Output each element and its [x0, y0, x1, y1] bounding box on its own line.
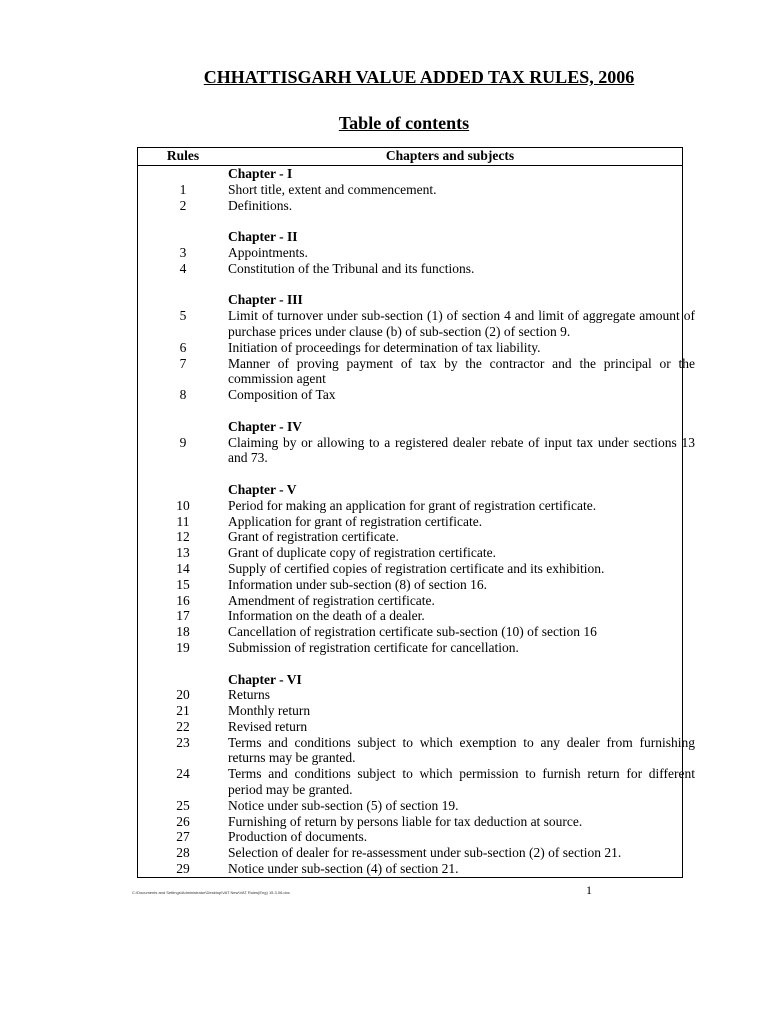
rule-subject: Grant of duplicate copy of registration certificate.	[228, 545, 497, 561]
rule-subject: Composition of Tax	[228, 387, 336, 403]
toc-rule-row	[138, 593, 682, 609]
rule-subject: Furnishing of return by persons liable for tax deduction at source.	[228, 813, 583, 829]
toc-heading: Table of contents	[338, 113, 470, 133]
rule-subject: Definitions.	[228, 197, 293, 213]
rule-number: 15	[176, 576, 190, 592]
toc-rule-row	[138, 845, 682, 861]
rule-number: 6	[179, 339, 187, 355]
page-number: 1	[586, 883, 592, 897]
rule-subject: Limit of turnover under sub-section (1) of section 4 and limit of aggregate amount of purchase prices under clause (b) of sub-section (2) of section 9.	[228, 308, 695, 339]
rule-number: 16	[176, 592, 190, 608]
toc-chapter-heading	[138, 229, 682, 245]
rule-subject: Information under sub-section (8) of section 16.	[228, 576, 488, 592]
toc-chapter-heading	[138, 166, 682, 182]
toc-rule-row	[138, 624, 682, 640]
chapter-title: Chapter - I	[228, 166, 293, 181]
rule-subject: Constitution of the Tribunal and its functions.	[228, 260, 475, 276]
rule-number: 12	[176, 529, 190, 545]
toc-rule-row	[138, 182, 682, 198]
rule-number: 26	[176, 813, 190, 829]
toc-rule-row	[138, 687, 682, 703]
rule-number: 19	[176, 639, 190, 655]
toc-table	[137, 147, 695, 878]
rule-number	[138, 292, 228, 308]
toc-rule-row	[138, 861, 682, 877]
toc-rule-row	[138, 640, 682, 656]
toc-rule-row	[138, 514, 682, 530]
toc-rule-row	[138, 198, 682, 214]
chapter-title: Chapter - II	[228, 229, 298, 245]
toc-header-row	[138, 148, 682, 166]
rule-subject: Information on the death of a dealer.	[228, 608, 425, 624]
toc-rule-row	[138, 766, 695, 798]
rule-subject: Amendment of registration certificate.	[228, 592, 435, 608]
rule-subject: Notice under sub-section (4) of section 21.	[228, 861, 459, 877]
rule-number: 2	[179, 197, 187, 213]
rule-subject: Cancellation of registration certificate sub-section (10) of section 16	[228, 624, 597, 640]
rule-subject: Selection of dealer for re-assessment under sub-section (2) of section 21.	[228, 845, 622, 861]
chapter-title: Chapter - IV	[228, 418, 302, 434]
rule-number	[138, 419, 228, 435]
rule-number	[138, 672, 228, 688]
footer-file-path: C:\Documents and Settings\Administrator\Desktop\VAT New\VAT Rules(Eng) 15.3.06.doc	[132, 890, 290, 895]
toc-rule-row	[138, 308, 695, 340]
toc-rule-row	[138, 529, 682, 545]
toc-rule-row	[138, 261, 682, 277]
rule-number: 3	[179, 244, 187, 260]
rule-subject: Initiation of proceedings for determination of tax liability.	[228, 339, 541, 355]
toc-chapter-heading	[138, 419, 682, 435]
rule-number: 5	[179, 308, 187, 324]
toc-chapter-heading	[138, 292, 682, 308]
toc-rule-row	[138, 434, 695, 467]
toc-rule-row	[138, 498, 682, 514]
toc-chapter-heading	[138, 482, 682, 498]
toc-chapter-heading	[138, 672, 682, 688]
rule-number: 14	[176, 560, 190, 576]
rule-number: 10	[176, 497, 190, 513]
rule-subject: Supply of certified copies of registration certificate and its exhibition.	[228, 560, 605, 576]
chapter-title: Chapter - VI	[228, 671, 302, 687]
toc-spacer	[138, 403, 682, 419]
rule-number: 7	[179, 355, 187, 371]
rule-number: 21	[176, 703, 190, 719]
rule-subject: Terms and conditions subject to which permission to furnish return for different period may be granted.	[228, 766, 695, 798]
rule-subject: Period for making an application for grant of registration certificate.	[228, 497, 597, 513]
toc-spacer	[138, 277, 682, 293]
toc-rule-row	[138, 355, 695, 388]
toc-rule-row	[138, 608, 682, 624]
toc-rule-row	[138, 340, 682, 356]
rule-number: 13	[176, 545, 190, 561]
toc-spacer	[138, 213, 682, 229]
rule-number	[138, 166, 228, 182]
document-title: CHHATTISGARH VALUE ADDED TAX RULES, 2006	[203, 67, 635, 87]
rule-subject: Notice under sub-section (5) of section 19.	[228, 797, 459, 813]
toc-rule-row	[138, 245, 682, 261]
toc-rule-row	[138, 798, 682, 814]
rule-number	[138, 229, 228, 245]
toc-rule-row	[138, 561, 682, 577]
rule-subject: Short title, extent and commencement.	[228, 181, 437, 197]
toc-rule-row	[138, 829, 682, 845]
chapter-title: Chapter - V	[228, 481, 297, 497]
rule-subject: Manner of proving payment of tax by the contractor and the principal or the commission agent	[228, 355, 695, 387]
subjects-column-header: Chapters and subjects	[385, 148, 515, 163]
rule-subject: Submission of registration certificate for cancellation.	[228, 639, 519, 655]
rule-number: 27	[176, 829, 190, 845]
rule-subject: Claiming by or allowing to a registered dealer rebate of input tax under sections 13 and 73.	[228, 434, 695, 466]
rule-number: 17	[176, 608, 190, 624]
rule-number: 24	[176, 766, 190, 782]
toc-rule-row	[138, 545, 682, 561]
rule-number: 1	[179, 181, 187, 197]
toc-rule-row	[138, 387, 682, 403]
rules-column-header: Rules	[166, 148, 200, 163]
toc-rule-row	[138, 703, 682, 719]
rule-number: 4	[179, 260, 187, 276]
rule-number: 25	[176, 797, 190, 813]
chapter-title: Chapter - III	[228, 292, 303, 308]
rule-subject: Monthly return	[228, 703, 311, 719]
rule-subject: Grant of registration certificate.	[228, 529, 399, 545]
rule-subject: Terms and conditions subject to which exemption to any dealer from furnishing returns may be granted.	[228, 734, 695, 766]
toc-spacer	[138, 656, 682, 672]
rule-number: 9	[179, 434, 187, 450]
toc-body	[138, 166, 695, 877]
rule-number: 23	[176, 734, 190, 750]
rule-number: 28	[176, 845, 190, 861]
toc-rule-row	[138, 734, 695, 767]
rule-subject: Application for grant of registration certificate.	[228, 513, 483, 529]
rule-number: 11	[176, 513, 190, 529]
rule-number: 20	[176, 687, 190, 703]
rule-number	[138, 482, 228, 498]
rule-subject: Appointments.	[228, 244, 308, 260]
rule-subject: Returns	[228, 687, 270, 703]
toc-rule-row	[138, 719, 682, 735]
toc-rule-row	[138, 814, 682, 830]
toc-rule-row	[138, 577, 682, 593]
rule-number: 22	[176, 718, 190, 734]
rule-subject: Revised return	[228, 718, 308, 734]
toc-spacer	[138, 466, 682, 482]
rule-number: 8	[179, 387, 187, 403]
rule-number: 18	[176, 624, 190, 640]
rule-subject: Production of documents.	[228, 829, 368, 845]
rule-number: 29	[176, 861, 190, 877]
